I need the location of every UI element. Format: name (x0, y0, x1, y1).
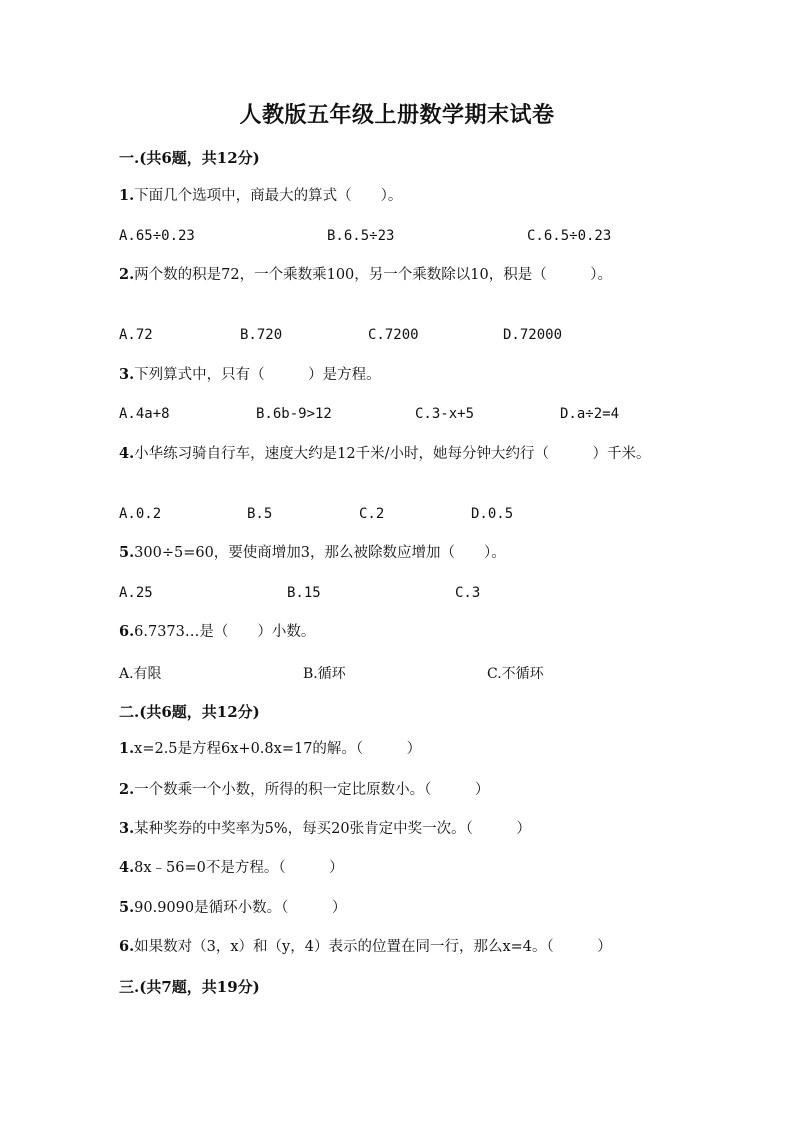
section-heading-3: 三.(共7题，共19分) (119, 978, 260, 996)
option-1-3-b: B.6b-9>12 (256, 406, 332, 422)
question-number: 2. (119, 266, 135, 283)
question-number: 5. (119, 544, 135, 561)
question-1-4 (119, 443, 679, 465)
question-text: 8x﹣56=0不是方程。（ ） (134, 860, 344, 876)
question-number: 3. (119, 366, 135, 383)
question-number: 5. (119, 899, 135, 916)
section-heading-1: 一.(共6题，共12分) (119, 149, 260, 167)
option-1-5-c: C.3 (455, 585, 481, 601)
option-1-6-a: A.有限 (119, 666, 162, 682)
question-number: 6. (119, 623, 135, 640)
option-1-2-b: B.720 (240, 327, 283, 343)
question-2-5 (119, 897, 679, 919)
question-1-1 (119, 185, 679, 207)
question-2-4 (119, 857, 679, 879)
question-text: 某种奖券的中奖率为5%，每买20张肯定中奖一次。（ ） (134, 821, 531, 837)
option-1-6-c: C.不循环 (487, 666, 544, 682)
option-1-5-a: A.25 (119, 585, 153, 601)
question-1-2 (119, 264, 679, 286)
question-number: 3. (119, 820, 135, 837)
question-2-1 (119, 738, 679, 760)
question-text: 一个数乘一个小数，所得的积一定比原数小。（ ） (134, 782, 490, 798)
question-1-3 (119, 364, 679, 386)
option-1-3-d: D.a÷2=4 (560, 406, 620, 422)
question-number: 1. (119, 740, 135, 757)
question-number: 2. (119, 781, 135, 798)
section-heading-2: 二.(共6题，共12分) (119, 703, 260, 721)
option-1-3-a: A.4a+8 (119, 406, 170, 422)
question-2-3 (119, 818, 679, 840)
question-1-6 (119, 621, 679, 643)
option-1-6-b: B.循环 (303, 666, 346, 682)
option-1-4-a: A.0.2 (119, 506, 162, 522)
question-text: 如果数对（3，x）和（y，4）表示的位置在同一行，那么x=4。（ ） (134, 939, 612, 955)
option-1-5-b: B.15 (287, 585, 321, 601)
question-text: 300÷5=60，要使商增加3，那么被除数应增加（ ）。 (134, 545, 506, 561)
page-title: 人教版五年级上册数学期末试卷 (239, 102, 555, 128)
option-1-1-c: C.6.5÷0.23 (527, 228, 612, 244)
question-text: x=2.5是方程6x+0.8x=17的解。（ ） (134, 741, 422, 757)
question-number: 6. (119, 938, 135, 955)
question-text: 下列算式中，只有（ ）是方程。 (134, 367, 381, 383)
question-text: 两个数的积是72，一个乘数乘100，另一个乘数除以10，积是（ ）。 (134, 267, 612, 283)
question-text: 90.9090是循环小数。（ ） (134, 900, 347, 916)
question-number: 4. (119, 859, 135, 876)
question-1-5 (119, 542, 679, 564)
option-1-4-d: D.0.5 (471, 506, 514, 522)
question-text: 小华练习骑自行车，速度大约是12千米/小时，她每分钟大约行（ ）千米。 (134, 446, 651, 462)
question-text: 6.7373…是（ ）小数。 (134, 624, 316, 640)
question-number: 4. (119, 445, 135, 462)
option-1-2-d: D.72000 (503, 327, 563, 343)
option-1-4-b: B.5 (247, 506, 273, 522)
option-1-1-a: A.65÷0.23 (119, 228, 195, 244)
option-1-2-a: A.72 (119, 327, 153, 343)
option-1-3-c: C.3-x+5 (415, 406, 475, 422)
option-1-4-c: C.2 (359, 506, 385, 522)
question-number: 1. (119, 187, 135, 204)
question-2-6 (119, 936, 679, 958)
option-1-2-c: C.7200 (368, 327, 419, 343)
option-1-1-b: B.6.5÷23 (327, 228, 395, 244)
question-2-2 (119, 779, 679, 801)
question-text: 下面几个选项中，商最大的算式（ ）。 (134, 188, 403, 204)
